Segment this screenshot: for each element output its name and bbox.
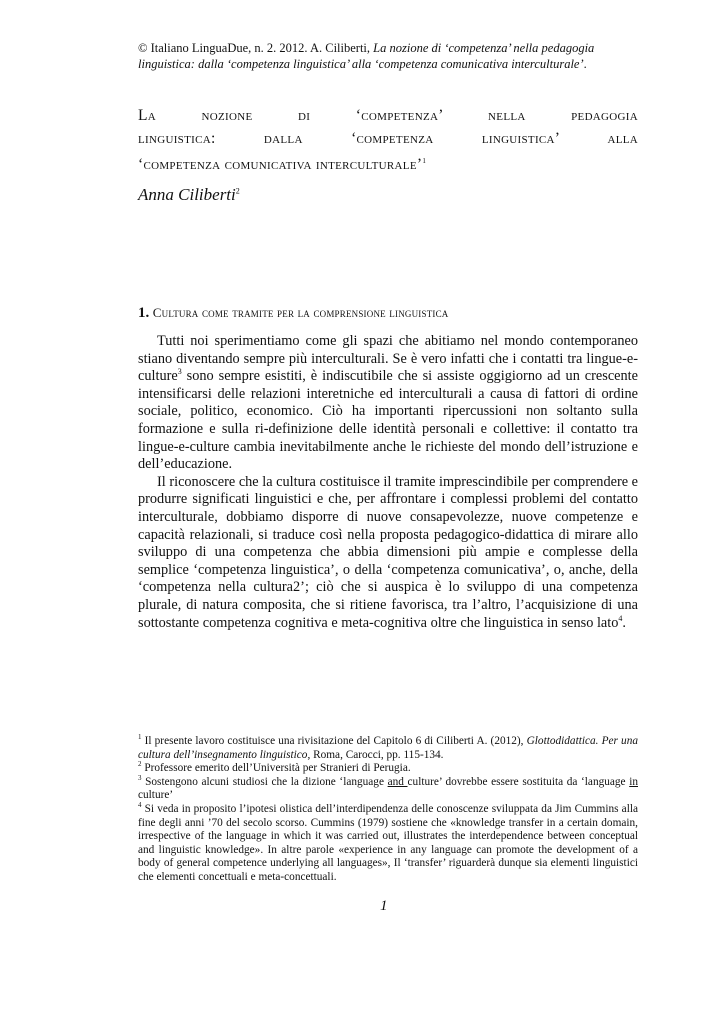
section-heading — [138, 305, 449, 322]
footnote-1 — [138, 735, 638, 762]
footnote-3 — [138, 776, 638, 803]
footnote-3-text-c: culture’ — [138, 789, 174, 802]
footnote-2 — [138, 762, 638, 776]
author-footnote-mark[interactable]: 2 — [235, 186, 240, 196]
title-line-3-text: ‘competenza comunicativa interculturale’ — [138, 156, 423, 174]
footnote-1-text-b: , Roma, Carocci, pp. 115-134. — [307, 748, 444, 761]
author-name-text: Anna Ciliberti — [138, 185, 236, 204]
footnote-3-text-b: culture’ dovrebbe essere sostituita da ‘language — [407, 775, 630, 788]
paragraph-2-part-a: Il riconoscere che la cultura costituisce il tramite imprescindibile per comprendere e produrre significati linguistici e che, per affrontare i complessi problemi del contatto interculturale, dobbiamo disporre di nuove consapevolezze, nuove competenze e capacità relazionali, si traduce così nella proposta pedagogico-didattica di mirare allo sviluppo di una competenza che abbia dimensioni più ampie e complesse della semplice ‘competenza linguistica’, o della ‘competenza comunicativa’, o, anche, della ‘competenza nella cultura2’; ciò che si auspica è lo sviluppo di una competenza plurale, di natura composita, che si ritiene favorisca, tra l’altro, l’acquisizione di una sottostante competenza cognitiva e meta-cognitiva oltre che linguistica in senso lato — [138, 473, 638, 631]
article-title — [138, 104, 638, 176]
title-line-2: linguistica: dalla ‘competenza linguistica’ alla — [138, 130, 638, 147]
page-number: 1 — [380, 898, 388, 914]
footnote-4-mark: 4 — [138, 801, 142, 810]
footnote-ref-3[interactable]: 3 — [177, 367, 182, 377]
title-line-3 — [138, 150, 638, 176]
paragraph-1-part-a: Tutti noi sperimentiamo come gli spazi che abitiamo nel mondo contemporaneo stiano diventando sempre più interculturali. Se è vero infatti che i contatti tra lingue-e-culture — [138, 333, 638, 385]
footnote-2-mark: 2 — [138, 760, 142, 769]
header-article-title: La nozione di ‘competenza’ nella pedagogia linguistica: dalla ‘competenza linguistica’ alla ‘competenza comunicativa interculturale’ — [138, 41, 595, 71]
paragraph-2 — [138, 474, 638, 632]
footnote-4 — [138, 803, 638, 885]
footnote-4-text: Si veda in proposito l’ipotesi olistica dell’interdipendenza delle conoscenze sviluppata da Jim Cummins alla fine degli anni ’70 del secolo scorso. Cummins (1979) sostiene che «knowledge transfer in a certain domain, irrespective of the language in which it was carried out, illustrates the interdependence between conceptual and linguistic knowledge». In altre parole «experience in any language can promote the development of a body of general competence underlying all languages», Il ‘transfer’ riguarderà dunque sia elementi linguistici che elementi concettuali e meta-concettuali. — [138, 802, 638, 883]
footnote-3-underline-in: in — [629, 775, 638, 788]
footnote-3-text-a: Sostengono alcuni studiosi che la dizione ‘language — [141, 775, 388, 788]
footnote-2-text: Professore emerito dell’Università per Stranieri di Perugia. — [141, 762, 411, 775]
header-suffix: . — [583, 57, 587, 71]
footnote-3-underline-and: and — [387, 775, 408, 788]
footnote-1-book-title: Glottodidattica. Per una cultura dell’insegnamento linguistico — [138, 735, 638, 761]
footnote-1-text-a: Il presente lavoro costituisce una rivisitazione del Capitolo 6 di Ciliberti A. (2012), — [141, 735, 527, 747]
title-line-1: La nozione di ‘competenza’ nella pedagogia — [138, 107, 638, 124]
author-name — [138, 185, 240, 205]
section-number: 1. — [138, 305, 150, 321]
paragraph-1-part-b: sono sempre esistiti, è indiscutibile che si assiste oggigiorno ad un crescente intensificarsi delle relazioni interetniche ed interculturali a causa di fattori di ordine sociale, politico, economico. Ciò ha importanti ripercussioni non soltanto sulla formazione e sulla ri-definizione delle identità personali e collettive: il contatto tra lingue-e-culture cambia inevitabilmente anche le richieste del mondo dell’istruzione e dell’educazione. — [138, 368, 638, 473]
section-title: Cultura come tramite per la comprensione linguistica — [152, 305, 449, 320]
title-footnote-mark[interactable]: 1 — [422, 157, 427, 165]
footnote-ref-4[interactable]: 4 — [618, 613, 623, 623]
footnote-1-mark: 1 — [138, 733, 142, 742]
body-text — [138, 333, 638, 632]
header-prefix: © Italiano LinguaDue, n. 2. 2012. A. Ciliberti, — [138, 41, 374, 55]
footnote-3-mark: 3 — [138, 774, 142, 783]
paragraph-1 — [138, 333, 638, 474]
paragraph-2-part-b: . — [622, 614, 626, 631]
running-header — [138, 40, 638, 72]
footnotes — [138, 735, 638, 885]
